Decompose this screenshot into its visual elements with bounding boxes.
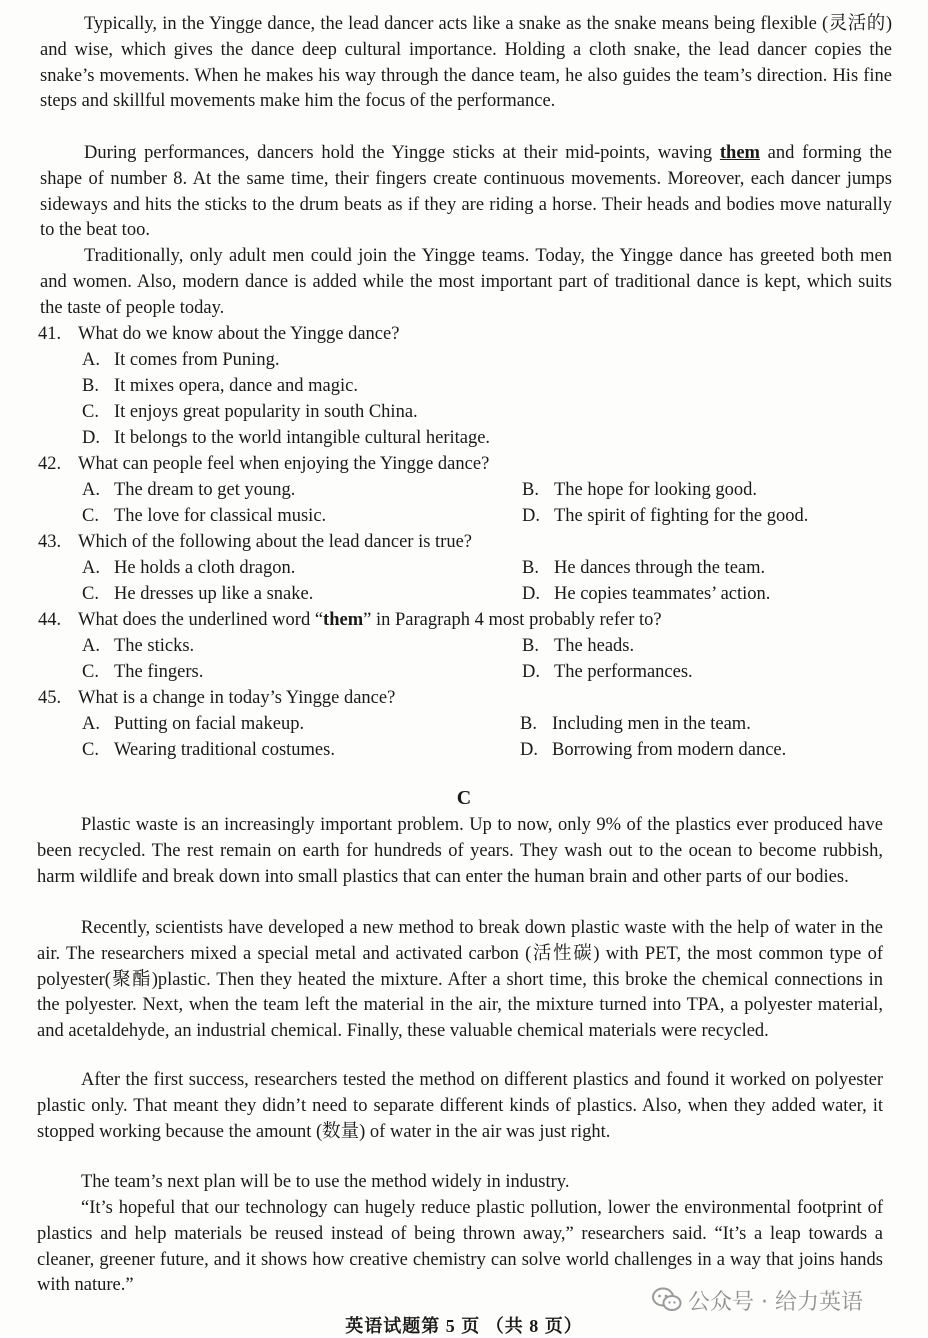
question-42-option-a bbox=[82, 478, 295, 504]
question-44-option-a bbox=[82, 634, 194, 660]
question-word-them: them bbox=[323, 610, 364, 630]
question-number: 42. bbox=[38, 454, 62, 474]
option-text: The love for classical music. bbox=[114, 506, 327, 526]
question-text-after: ” in Paragraph 4 most probably refer to? bbox=[363, 610, 662, 630]
question-41-option-b bbox=[82, 374, 358, 400]
section-c-paragraph-1-text: Plastic waste is an increasingly important problem. Up to now, only 9% of the plastics ever produced have been recycled. The rest remain on earth for hundreds of years. They wash out to the ocean to become rubbish, harm wildlife and break down into small plastics that can enter the human brain and other parts of our bodies. bbox=[37, 815, 883, 887]
option-text: It comes from Puning. bbox=[114, 350, 280, 370]
section-c-title: C bbox=[456, 787, 472, 809]
option-letter: C. bbox=[82, 506, 99, 526]
section-c-paragraph-4 bbox=[37, 1170, 883, 1196]
question-text: What is a change in today’s Yingge dance? bbox=[78, 688, 396, 708]
question-text: Which of the following about the lead dancer is true? bbox=[78, 532, 473, 552]
option-text: The dream to get young. bbox=[114, 480, 296, 500]
option-letter: A. bbox=[82, 636, 100, 656]
question-43 bbox=[38, 530, 472, 556]
question-45-option-c bbox=[82, 738, 335, 764]
option-letter: B. bbox=[520, 714, 537, 734]
question-45-option-b bbox=[520, 712, 751, 738]
question-number: 43. bbox=[38, 532, 62, 552]
option-text: He dresses up like a snake. bbox=[114, 584, 314, 604]
option-text: The sticks. bbox=[114, 636, 195, 656]
option-letter: D. bbox=[82, 428, 100, 448]
question-41 bbox=[38, 322, 399, 348]
wechat-watermark bbox=[652, 1285, 863, 1315]
option-text: He dances through the team. bbox=[554, 558, 766, 578]
option-letter: B. bbox=[522, 636, 539, 656]
question-41-option-d bbox=[82, 426, 490, 452]
question-43-option-d bbox=[522, 582, 770, 608]
option-text: The heads. bbox=[554, 636, 635, 656]
watermark-text: 公众号 · 给力英语 bbox=[688, 1289, 863, 1315]
question-number: 44. bbox=[38, 610, 62, 630]
option-letter: A. bbox=[82, 558, 100, 578]
option-text: The performances. bbox=[554, 662, 693, 682]
option-letter: C. bbox=[82, 662, 99, 682]
section-c-paragraph-5-text: “It’s hopeful that our technology can hugely reduce plastic pollution, lower the environmental footprint of plastics and help materials be reused instead of being thrown away,” researchers said. “It’s a leap towards a cleaner, greener future, and it shows how creative chemistry can solve world challenges in a way that joins hands with nature.” bbox=[37, 1198, 883, 1296]
passage-paragraph-5 bbox=[40, 244, 892, 321]
question-text-before: What does the underlined word “ bbox=[78, 610, 324, 630]
option-letter: B. bbox=[82, 376, 99, 396]
option-text: It enjoys great popularity in south China. bbox=[114, 402, 418, 422]
option-letter: D. bbox=[522, 662, 540, 682]
question-43-option-a bbox=[82, 556, 295, 582]
underlined-word-them: them bbox=[719, 143, 760, 163]
question-44 bbox=[38, 608, 662, 634]
question-number: 41. bbox=[38, 324, 62, 344]
question-42-option-b bbox=[522, 478, 757, 504]
question-42-option-c bbox=[82, 504, 326, 530]
option-text: Putting on facial makeup. bbox=[114, 714, 305, 734]
option-letter: D. bbox=[522, 584, 540, 604]
section-c-paragraph-3-text: After the first success, researchers tested the method on different plastics and found it worked on polyester plastic only. That meant they didn’t need to separate different kinds of plastics. Also, when they added water, it stopped working because the amount (数量) of water in the air was just right. bbox=[37, 1070, 883, 1142]
passage-paragraph-3 bbox=[40, 12, 892, 115]
option-letter: C. bbox=[82, 584, 99, 604]
option-text: Borrowing from modern dance. bbox=[552, 740, 787, 760]
section-c-paragraph-1 bbox=[37, 813, 883, 890]
question-43-option-b bbox=[522, 556, 765, 582]
passage-paragraph-4 bbox=[40, 141, 892, 244]
option-letter: A. bbox=[82, 714, 100, 734]
question-number: 45. bbox=[38, 688, 62, 708]
option-text: The spirit of fighting for the good. bbox=[554, 506, 809, 526]
passage-paragraph-4-text-after: and forming the shape of number 8. At the same time, their fingers create continuous movements. Moreover, each dancer jumps sideways and hits the sticks to the drum beats as if they are riding a horse. Their heads and bodies move naturally to the beat too. bbox=[40, 143, 892, 241]
option-text: Wearing traditional costumes. bbox=[114, 740, 335, 760]
section-c-paragraph-2 bbox=[37, 916, 883, 1045]
question-43-option-c bbox=[82, 582, 313, 608]
question-44-option-d bbox=[522, 660, 693, 686]
option-letter: B. bbox=[522, 480, 539, 500]
passage-paragraph-5-text: Traditionally, only adult men could join the Yingge teams. Today, the Yingge dance has greeted both men and women. Also, modern dance is added while the most important part of traditional dance is kept, which suits the taste of people today. bbox=[40, 246, 892, 318]
question-text: What can people feel when enjoying the Yingge dance? bbox=[78, 454, 490, 474]
option-text: He holds a cloth dragon. bbox=[114, 558, 296, 578]
passage-paragraph-4-text-before: During performances, dancers hold the Yingge sticks at their mid-points, waving bbox=[84, 143, 720, 163]
section-c-paragraph-3 bbox=[37, 1068, 883, 1145]
option-text: It mixes opera, dance and magic. bbox=[114, 376, 358, 396]
question-45 bbox=[38, 686, 395, 712]
option-text: Including men in the team. bbox=[552, 714, 751, 734]
question-45-option-a bbox=[82, 712, 304, 738]
section-c-paragraph-2-text: Recently, scientists have developed a new method to break down plastic waste with the help of water in the air. The researchers mixed a special metal and activated carbon (活性碳) with PET, the most common type of polyester(聚酯)plastic. Then they heated the mixture. After a short time, this broke the chemical connections in the polyester. Next, when the team left the material in the air, the mixture turned into TPA, a polyester material, and acetaldehyde, an industrial chemical. Finally, these valuable chemical materials were recycled. bbox=[37, 918, 883, 1042]
question-42 bbox=[38, 452, 489, 478]
option-letter: D. bbox=[520, 740, 538, 760]
section-c-paragraph-4-text: The team’s next plan will be to use the method widely in industry. bbox=[81, 1172, 570, 1192]
option-letter: A. bbox=[82, 350, 100, 370]
wechat-icon bbox=[652, 1287, 682, 1313]
question-44-option-c bbox=[82, 660, 203, 686]
question-44-option-b bbox=[522, 634, 634, 660]
page-footer: 英语试题第 5 页 （共 8 页） bbox=[345, 1316, 583, 1336]
option-letter: D. bbox=[522, 506, 540, 526]
option-letter: C. bbox=[82, 740, 99, 760]
question-41-option-c bbox=[82, 400, 418, 426]
passage-paragraph-3-text: Typically, in the Yingge dance, the lead dancer acts like a snake as the snake means being flexible (灵活的) and wise, which gives the dance deep cultural importance. Holding a cloth snake, the lead dancer copies the snake’s movements. When he makes his way through the dance team, he also guides the team’s direction. His fine steps and skillful movements make him the focus of the performance. bbox=[40, 14, 892, 112]
option-letter: C. bbox=[82, 402, 99, 422]
option-text: It belongs to the world intangible cultural heritage. bbox=[114, 428, 491, 448]
question-42-option-d bbox=[522, 504, 808, 530]
option-text: The fingers. bbox=[114, 662, 204, 682]
question-41-option-a bbox=[82, 348, 279, 374]
option-text: The hope for looking good. bbox=[554, 480, 757, 500]
question-text: What do we know about the Yingge dance? bbox=[78, 324, 400, 344]
question-45-option-d bbox=[520, 738, 786, 764]
option-letter: B. bbox=[522, 558, 539, 578]
option-text: He copies teammates’ action. bbox=[554, 584, 771, 604]
option-letter: A. bbox=[82, 480, 100, 500]
